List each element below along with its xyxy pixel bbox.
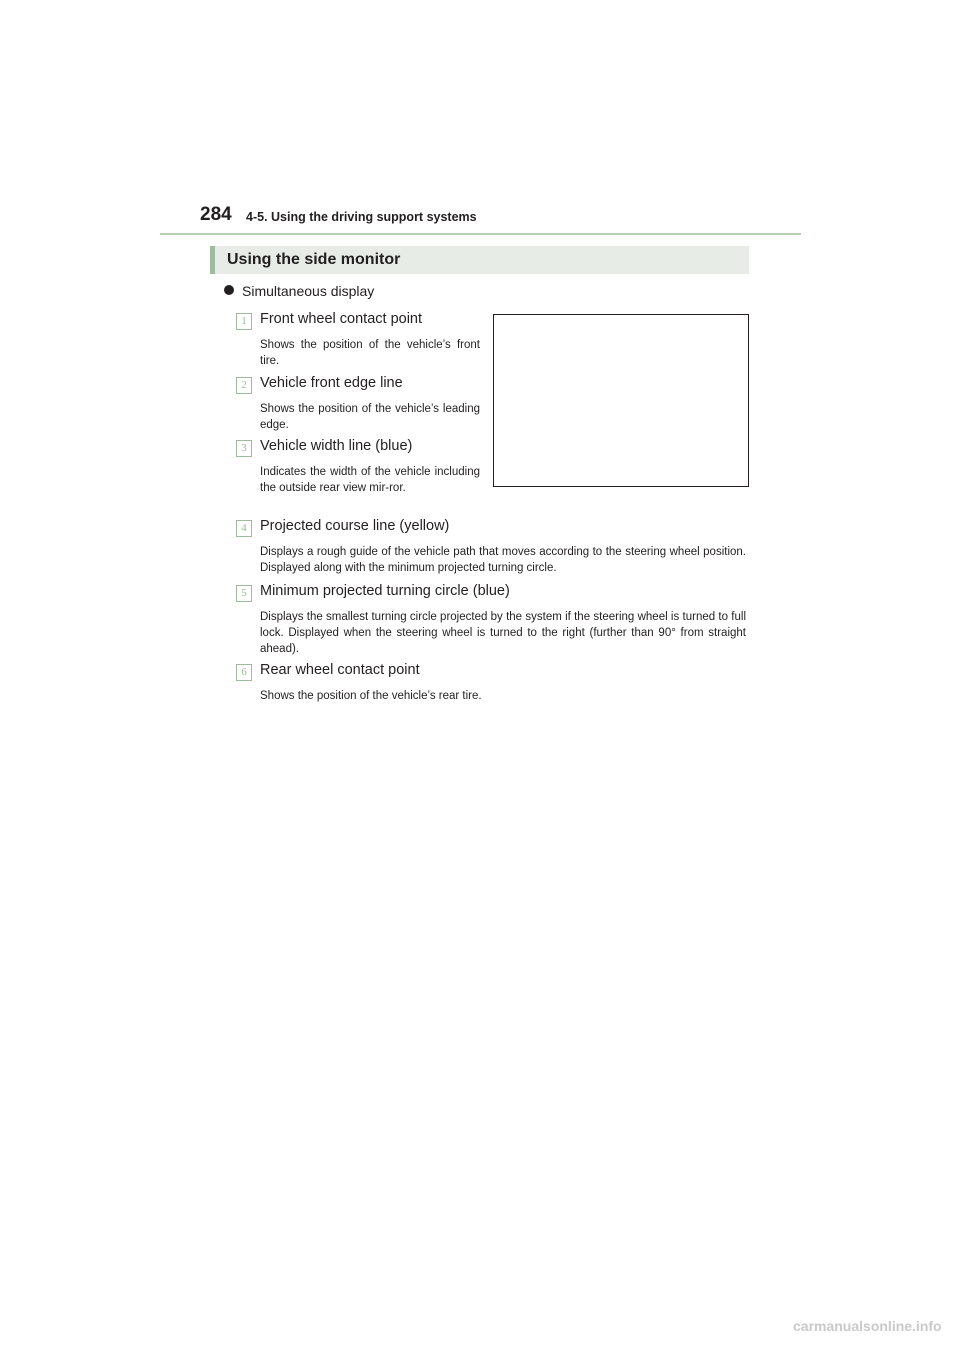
item-title: Projected course line (yellow) [260, 518, 450, 534]
header-divider [160, 233, 801, 235]
section-path: 4-5. Using the driving support systems [246, 210, 477, 224]
bullet-dot-icon [224, 285, 234, 295]
item-number-badge: 3 [236, 440, 252, 457]
item-number-badge: 2 [236, 377, 252, 394]
item-number-badge: 1 [236, 313, 252, 330]
item-title: Rear wheel contact point [260, 662, 420, 678]
section-title: Using the side monitor [227, 251, 401, 268]
item-description: Shows the position of the vehicle’s front tire. [260, 339, 480, 367]
item-title: Vehicle front edge line [260, 375, 403, 391]
item-description: Indicates the width of the vehicle including the outside rear view mir-ror. [260, 466, 480, 494]
item-title: Minimum projected turning circle (blue) [260, 583, 510, 599]
bullet-label: Simultaneous display [242, 283, 375, 299]
section-heading-box [210, 246, 749, 274]
watermark: carmanualsonline.info [793, 1318, 942, 1334]
item-number-badge: 5 [236, 585, 252, 602]
item-number-badge: 4 [236, 520, 252, 537]
item-description: Shows the position of the vehicle’s leading edge. [260, 403, 480, 431]
item-description: Shows the position of the vehicle’s rear tire. [260, 690, 482, 702]
bullet-simultaneous-display [224, 283, 374, 299]
page-number: 284 [200, 204, 232, 225]
item-title: Front wheel contact point [260, 311, 423, 327]
item-title: Vehicle width line (blue) [260, 438, 413, 454]
item-description: Displays the smallest turning circle projected by the system if the steering wheel is turned to full lock. Displayed when the steering wheel is turned to the right (further than 90° from straight ahead). [260, 611, 746, 655]
item-number-badge: 6 [236, 664, 252, 681]
item-description: Displays a rough guide of the vehicle path that moves according to the steering wheel position. Displayed along with the minimum projected turning circle. [260, 546, 746, 574]
side-monitor-illustration-frame [493, 314, 749, 487]
